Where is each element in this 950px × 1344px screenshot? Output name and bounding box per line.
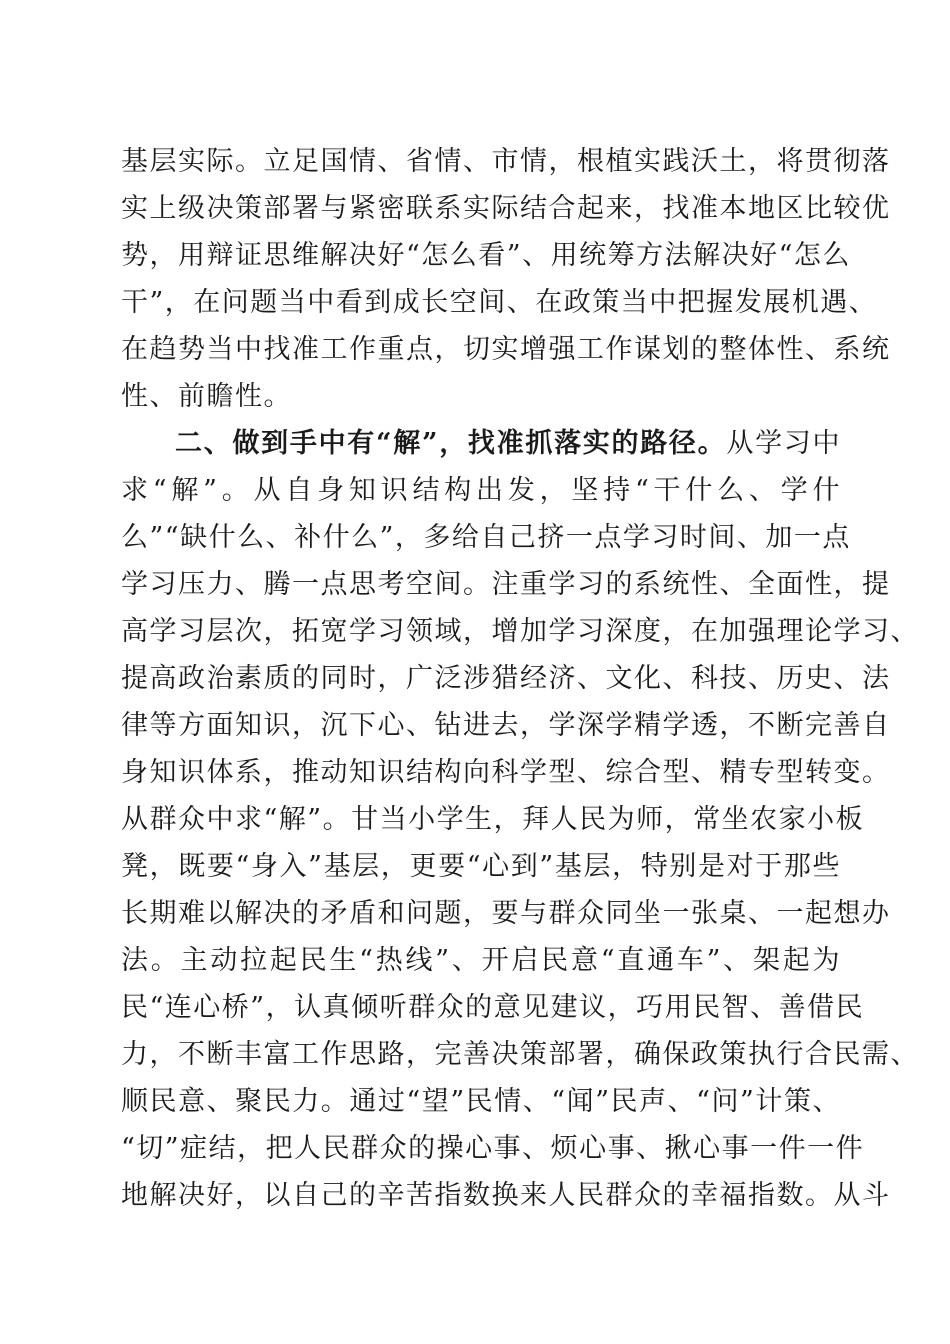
paragraph-line: 么”“缺什么、补什么”，多给自己挤一点学习时间、加一点 <box>121 522 851 553</box>
paragraph-line: 身知识体系，推动知识结构向科学型、综合型、精专型转变。 <box>121 757 891 788</box>
paragraph-line: 地解决好，以自己的辛苦指数换来人民群众的幸福指数。从斗 <box>121 1180 891 1211</box>
paragraph-line: 力，不断丰富工作思路，完善决策部署，确保政策执行合民需、 <box>121 1039 919 1070</box>
paragraph-line: 从群众中求“解”。甘当小学生，拜人民为师，常坐农家小板 <box>121 804 865 835</box>
paragraph-line: “切”症结，把人民群众的操心事、烦心事、揪心事一件一件 <box>121 1133 865 1164</box>
paragraph-line: 高学习层次，拓宽学习领域，增加学习深度，在加强理论学习、 <box>121 616 919 647</box>
body-text <box>121 138 919 1219</box>
section-first-line-text: 从学习中 <box>726 428 842 459</box>
paragraph-line: 凳，既要“身入”基层，更要“心到”基层，特别是对于那些 <box>121 851 841 882</box>
paragraph-line: 干”，在问题当中看到成长空间、在政策当中把握发展机遇、 <box>121 287 878 318</box>
paragraph-line: 在趋势当中找准工作重点，切实增强工作谋划的整体性、系统 <box>121 334 891 365</box>
section-heading-line <box>121 420 841 467</box>
paragraph-line: 提高政治素质的同时，广泛涉猎经济、文化、科技、历史、法 <box>121 663 891 694</box>
paragraph-line: 长期难以解决的矛盾和问题，要与群众同坐一张桌、一起想办 <box>121 898 891 929</box>
paragraph-line: 实上级决策部署与紧密联系实际结合起来，找准本地区比较优 <box>121 193 891 224</box>
paragraph-line: 顺民意、聚民力。通过“望”民情、“闻”民声、“问”计策、 <box>121 1086 841 1117</box>
paragraph-line: 基层实际。立足国情、省情、市情，根植实践沃土，将贯彻落 <box>121 146 891 177</box>
paragraph-line: 律等方面知识，沉下心、钻进去，学深学精学透，不断完善自 <box>121 710 891 741</box>
section-heading: 二、做到手中有“解”，找准抓落实的路径。 <box>175 428 727 459</box>
paragraph-line: 法。主动拉起民生“热线”、开启民意“直通车”、架起为 <box>121 945 841 976</box>
paragraph-line: 性、前瞻性。 <box>121 381 292 412</box>
paragraph-line: 学习压力、腾一点思考空间。注重学习的系统性、全面性，提 <box>121 569 891 600</box>
paragraph-line: 民“连心桥”，认真倾听群众的意见建议，巧用民智、善借民 <box>121 992 865 1023</box>
paragraph-line: 求“解”。从自身知识结构出发，坚持“干什么、学什 <box>121 475 841 506</box>
paragraph-line: 势，用辩证思维解决好“怎么看”、用统筹方法解决好“怎么 <box>121 240 851 271</box>
